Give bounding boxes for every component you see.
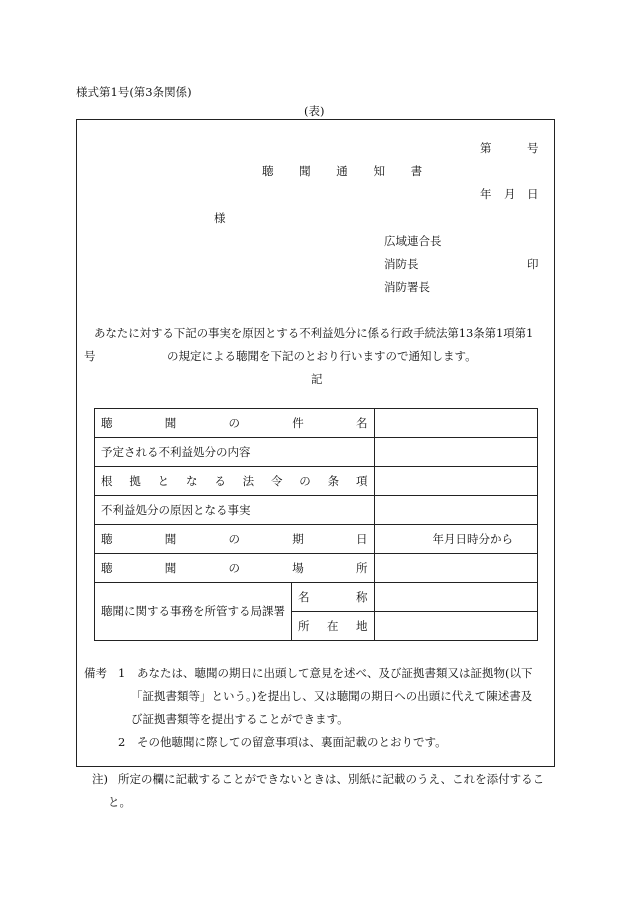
remarks-number-2: 2 xyxy=(118,735,126,749)
date-year: 年 xyxy=(480,187,492,201)
footnote-line-1: 所定の欄に記載することができないときは、別紙に記載のうえ、これを添付するこ xyxy=(118,772,545,786)
row-label-date: 聴 聞 の 期 日 xyxy=(95,525,375,554)
table-row xyxy=(95,554,538,583)
table-row xyxy=(95,525,538,554)
doc-number-go: 号 xyxy=(527,141,539,155)
footnote-line-2: と。 xyxy=(108,795,131,809)
row-label-place: 聴 聞 の 場 所 xyxy=(95,554,375,583)
issuer-3: 消防署長 xyxy=(384,280,430,294)
row-label-legal-basis: 根 拠 と な る 法 令 の 条 項 xyxy=(95,467,375,496)
value-place[interactable] xyxy=(374,554,538,583)
date-month: 月 xyxy=(504,187,516,201)
row-label-facts: 不利益処分の原因となる事実 xyxy=(95,496,375,525)
table-row xyxy=(95,438,538,467)
value-office-name[interactable] xyxy=(374,583,538,612)
ki-label: 記 xyxy=(311,372,323,386)
remarks-item-1-line-2: 「証拠書類等」という。)を提出し、又は聴聞の期日への出頭に代えて陳述書及 xyxy=(131,689,533,703)
doc-number-dai: 第 xyxy=(480,141,492,155)
body-line-2-prefix: 号 xyxy=(84,349,96,363)
table-row xyxy=(95,496,538,525)
issuer-1: 広域連合長 xyxy=(384,234,442,248)
body-line-1: あなたに対する下記の事実を原因とする不利益処分に係る行政手続法第13条第1項第1 xyxy=(94,326,534,340)
page-title: 聴 聞 通 知 書 xyxy=(262,164,434,178)
value-facts[interactable] xyxy=(374,496,538,525)
table-row xyxy=(95,467,538,496)
hearing-details-table xyxy=(94,408,538,641)
remarks-item-1-line-3: び証拠書類等を提出することができます。 xyxy=(131,712,349,726)
seal-mark: 印 xyxy=(527,257,539,271)
form-number: 様式第1号(第3条関係) xyxy=(76,85,192,99)
body-line-2: の規定による聴聞を下記のとおり行いますので通知します。 xyxy=(167,349,477,363)
remarks-item-1-line-1: あなたは、聴聞の期日に出頭して意見を述べ、及び証拠書類又は証拠物(以下 xyxy=(137,666,533,680)
footnote-label: 注) xyxy=(92,772,108,786)
addressee-suffix: 様 xyxy=(214,211,226,225)
value-date[interactable]: 年 月 日 時 分から xyxy=(374,525,538,554)
value-subject[interactable] xyxy=(374,409,538,438)
remarks-label: 備考 xyxy=(84,666,107,680)
remarks-item-2: その他聴聞に際しての留意事項は、裏面記載のとおりです。 xyxy=(137,735,447,749)
row-label-office: 聴聞に関する事務を所管する局課署 xyxy=(95,583,292,641)
table-row xyxy=(95,583,538,612)
value-office-address[interactable] xyxy=(374,612,538,641)
row-label-subject: 聴 聞 の 件 名 xyxy=(95,409,375,438)
value-legal-basis[interactable] xyxy=(374,467,538,496)
date-day: 日 xyxy=(527,187,539,201)
remarks-number-1: 1 xyxy=(118,666,126,680)
table-row xyxy=(95,409,538,438)
row-label-office-address: 所 在 地 xyxy=(292,612,375,641)
issuer-2: 消防長 xyxy=(384,257,419,271)
row-label-office-name: 名 称 xyxy=(292,583,375,612)
value-disposition[interactable] xyxy=(374,438,538,467)
side-label: (表) xyxy=(304,104,325,118)
row-label-disposition: 予定される不利益処分の内容 xyxy=(95,438,375,467)
